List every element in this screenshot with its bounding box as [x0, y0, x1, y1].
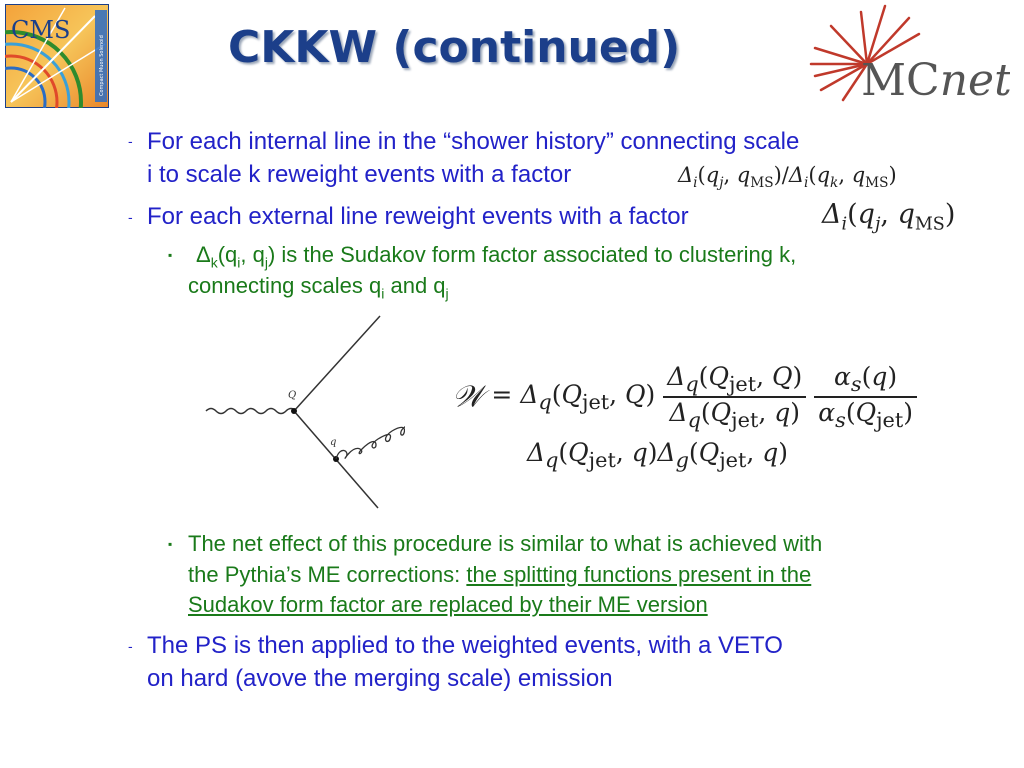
- svg-text:MCnet: [861, 55, 1010, 104]
- sub-bullet-1-line-1: $\Delta_k(q_i$, $q_j$) is the Sudakov form factor associated to clustering k,: [196, 242, 797, 271]
- sub-bullet-2-line-3: [188, 590, 708, 620]
- photon-line: [206, 409, 296, 414]
- cms-logo: [5, 4, 109, 108]
- bullet-3-line-1: The PS is then applied to the weighted events, with a VETO: [147, 632, 783, 659]
- bullet-1-formula: $\Delta_i(q_j$, $q_{MS})/\Delta_i(q_k$, $q_{MS}$): [678, 163, 897, 192]
- cms-logo-text: CMS: [11, 16, 71, 44]
- bullet-dash: -: [128, 133, 133, 149]
- bullet-1-line-2: i to scale k reweight events with a factor: [147, 161, 572, 188]
- bullet-dash: -: [128, 638, 133, 654]
- weight-formula: 𝒲 = $\Delta_q(Q_{jet}$, Q) $\frac{\Delta_q(Q_{jet}, Q)}{\Delta_q(Q_{jet}, q)}$ $\frac{\alpha_s(q)}{\alpha_s(Q_{jet})}$ $\Delta_q(Q_{jet}$, $q)\Delta_g(Q_{jet}$, q): [452, 362, 917, 472]
- sub-bullet-2-line-2-plain: the Pythia’s ME corrections:: [188, 562, 467, 587]
- mcnet-logo-prefix: MC: [861, 55, 940, 104]
- sub-bullet-marker: ▪: [168, 248, 173, 262]
- bullet-3-line-2: on hard (avove the merging scale) emission: [147, 665, 613, 692]
- label-q: q: [330, 437, 337, 448]
- vertex-Q: [291, 408, 297, 414]
- bullet-2-text: For each external line reweight events with a factor: [147, 203, 689, 230]
- label-Q: Q: [288, 390, 297, 401]
- bullet-dash: -: [128, 209, 133, 225]
- mcnet-logo: [805, 4, 1010, 104]
- feynman-diagram: [200, 312, 405, 512]
- sub-bullet-2-line-1: The net effect of this procedure is similar to what is achieved with: [188, 531, 823, 556]
- sub-bullet-2-line-3-underlined: Sudakov form factor are replaced by their ME version: [188, 592, 708, 617]
- quark-line-outgoing: [294, 316, 380, 411]
- mcnet-logo-suffix: net: [939, 55, 1010, 104]
- slide-title: CKKW (continued): [228, 22, 681, 73]
- sub-bullet-2-line-2: [188, 560, 811, 590]
- sub-bullet-marker: ▪: [168, 537, 173, 551]
- gluon-line: [336, 425, 405, 459]
- sub-bullet-2-line-2-underlined: the splitting functions present in the: [466, 562, 812, 587]
- bullet-1-line-1: For each internal line in the “shower history” connecting scale: [147, 128, 800, 155]
- bullet-2-formula: $\Delta_i(q_j$, $q_{MS}$): [822, 199, 956, 235]
- sub-bullet-1-line-2: connecting scales $q_i$ and $q_j$: [188, 273, 449, 302]
- cms-logo-subtext: Compact Muon Solenoid: [99, 35, 105, 96]
